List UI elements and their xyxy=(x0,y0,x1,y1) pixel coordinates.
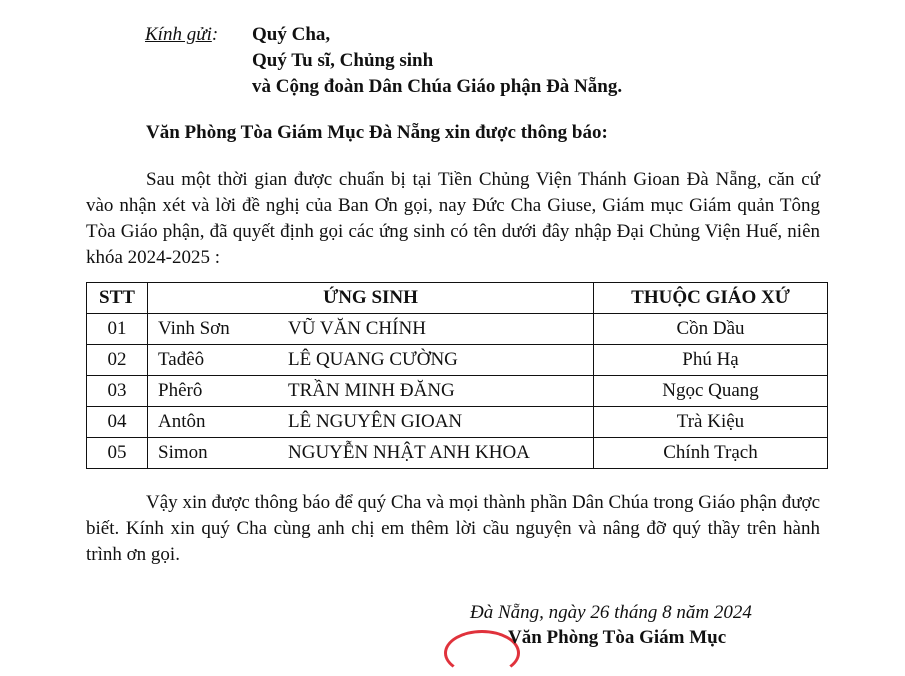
row-full-name: LÊ QUANG CƯỜNG xyxy=(288,349,458,370)
row-stt: 04 xyxy=(87,407,148,438)
row-candidate xyxy=(148,407,594,438)
row-stt: 02 xyxy=(87,345,148,376)
signature-office: Văn Phòng Tòa Giám Mục xyxy=(508,627,727,648)
row-full-name: TRẦN MINH ĐĂNG xyxy=(288,380,455,401)
header-candidate: ỨNG SINH xyxy=(148,283,594,314)
table-header-row xyxy=(87,283,828,314)
row-saint-name: Simon xyxy=(158,442,208,463)
recipients-label: Kính gửi: xyxy=(145,24,219,45)
announcement-heading: Văn Phòng Tòa Giám Mục Đà Nẵng xin được thông báo: xyxy=(146,122,608,143)
date-line: Đà Nẵng, ngày 26 tháng 8 năm 2024 xyxy=(470,602,752,623)
header-parish: THUỘC GIÁO XỨ xyxy=(594,283,828,314)
recipient-line-3: và Cộng đoàn Dân Chúa Giáo phận Đà Nẵng. xyxy=(252,76,623,97)
row-parish: Phú Hạ xyxy=(594,345,828,376)
row-saint-name: Tađêô xyxy=(158,349,205,370)
row-parish: Cồn Dầu xyxy=(594,314,828,345)
row-candidate xyxy=(148,314,594,345)
row-stt: 01 xyxy=(87,314,148,345)
row-full-name: NGUYỄN NHẬT ANH KHOA xyxy=(288,442,530,463)
row-full-name: VŨ VĂN CHÍNH xyxy=(288,318,426,339)
row-stt: 05 xyxy=(87,438,148,469)
table-row xyxy=(87,345,828,376)
recipient-line-2: Quý Tu sĩ, Chủng sinh xyxy=(252,50,434,71)
row-saint-name: Phêrô xyxy=(158,380,203,401)
row-saint-name: Antôn xyxy=(158,411,206,432)
candidate-table xyxy=(86,282,828,469)
row-parish: Chính Trạch xyxy=(594,438,828,469)
header-stt: STT xyxy=(87,283,148,314)
row-parish: Trà Kiệu xyxy=(594,407,828,438)
intro-paragraph: Sau một thời gian được chuẩn bị tại Tiền Chủng Viện Thánh Gioan Đà Nẵng, căn cứ vào nhận xét và lời đề nghị của Ban Ơn gọi, nay Đức Cha Giuse, Giám mục Giám quản Tông Tòa Giáo phận, đã quyết định gọi các ứng sinh có tên dưới đây nhập Đại Chủng Viện Huế, niên khóa 2024-2025 : xyxy=(86,169,820,268)
row-parish: Ngọc Quang xyxy=(594,376,828,407)
table-row xyxy=(87,376,828,407)
closing-paragraph: Vậy xin được thông báo để quý Cha và mọi thành phần Dân Chúa trong Giáo phận được biết. Kính xin quý Cha cùng anh chị em thêm lời cầu nguyện và nâng đỡ quý thầy trên hành trình ơn gọi. xyxy=(86,492,820,565)
row-stt: 03 xyxy=(87,376,148,407)
row-saint-name: Vinh Sơn xyxy=(158,318,230,339)
row-candidate xyxy=(148,345,594,376)
recipient-line-1: Quý Cha, xyxy=(252,24,331,45)
row-full-name: LÊ NGUYÊN GIOAN xyxy=(288,411,463,432)
row-candidate xyxy=(148,438,594,469)
row-candidate xyxy=(148,376,594,407)
table-row xyxy=(87,407,828,438)
table-row xyxy=(87,314,828,345)
table-row xyxy=(87,438,828,469)
